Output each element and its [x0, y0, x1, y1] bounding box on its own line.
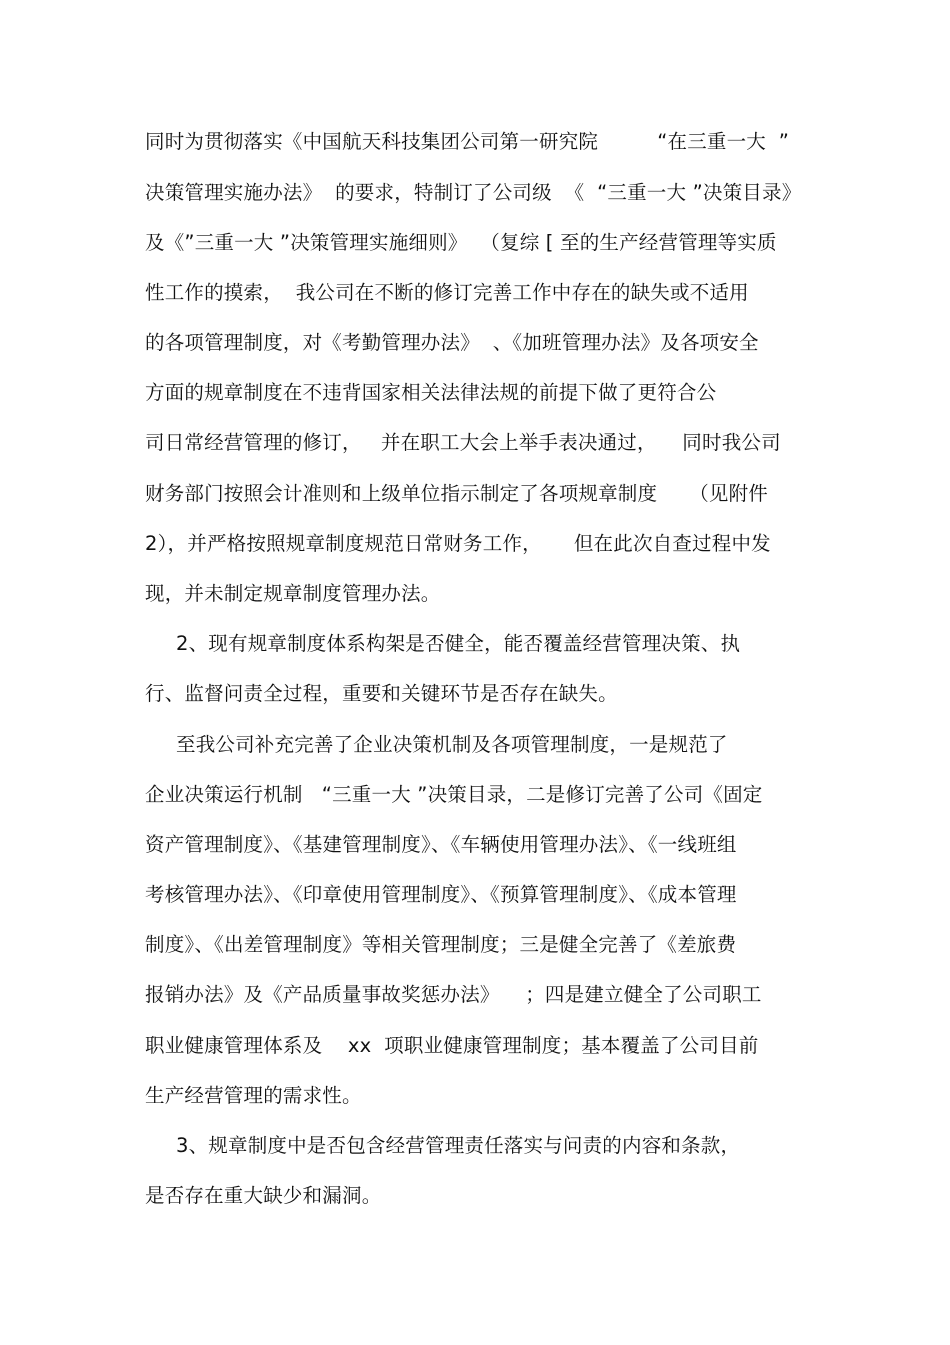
text-line: 职业健康管理体系及 xx 项职业健康管理制度；基本覆盖了公司目前	[145, 1034, 759, 1057]
text-line: 考核管理办法》、《印章使用管理制度》、《预算管理制度》、《成本管理	[145, 883, 737, 906]
text-line: 生产经营管理的需求性。	[145, 1084, 362, 1107]
text-line: 企业决策运行机制 “三重一大 ”决策目录，二是修订完善了公司《固定	[145, 783, 763, 806]
text-line: 现，并未制定规章制度管理办法。	[145, 582, 441, 605]
text-line: 方面的规章制度在不违背国家相关法律法规的前提下做了更符合公	[145, 381, 717, 404]
paragraph-start: 至我公司补充完善了企业决策机制及各项管理制度，一是规范了	[176, 733, 728, 756]
text-line: 资产管理制度》、《基建管理制度》、《车辆使用管理办法》、《一线班组	[145, 833, 737, 856]
text-line: 财务部门按照会计准则和上级单位指示制定了各项规章制度 （见附件	[145, 482, 768, 505]
text-line: 决策管理实施办法》 的要求，特制订了公司级 《 “三重一大 ”决策目录》	[145, 181, 802, 204]
text-line: 行、监督问责全过程，重要和关键环节是否存在缺失。	[145, 682, 618, 705]
text-line: 报销办法》及《产品质量事故奖惩办法》 ；四是建立健全了公司职工	[145, 983, 762, 1006]
text-line: 是否存在重大缺少和漏洞。	[145, 1184, 382, 1207]
text-line: 性工作的摸索， 我公司在不断的修订完善工作中存在的缺失或不适用	[145, 281, 749, 304]
numbered-item-3: 3、规章制度中是否包含经营管理责任落实与问责的内容和条款，	[176, 1134, 741, 1157]
text-line: 司日常经营管理的修订， 并在职工大会上举手表决通过， 同时我公司	[145, 431, 781, 454]
text-line: 的各项管理制度，对《考勤管理办法》 、《加班管理办法》及各项安全	[145, 331, 759, 354]
text-line: 及《”三重一大 ”决策管理实施细则》 （复综 [ 至的生产经营管理等实质	[145, 231, 777, 254]
text-line: 制度》、《出差管理制度》等相关管理制度；三是健全完善了《差旅费	[145, 933, 737, 956]
numbered-item-2: 2、现有规章制度体系构架是否健全，能否覆盖经营管理决策、执	[176, 632, 741, 655]
text-line: 同时为贯彻落实《中国航天科技集团公司第一研究院 “在三重一大 ”	[145, 130, 790, 153]
text-line: 2），并严格按照规章制度规范日常财务工作， 但在此次自查过程中发	[145, 532, 771, 555]
